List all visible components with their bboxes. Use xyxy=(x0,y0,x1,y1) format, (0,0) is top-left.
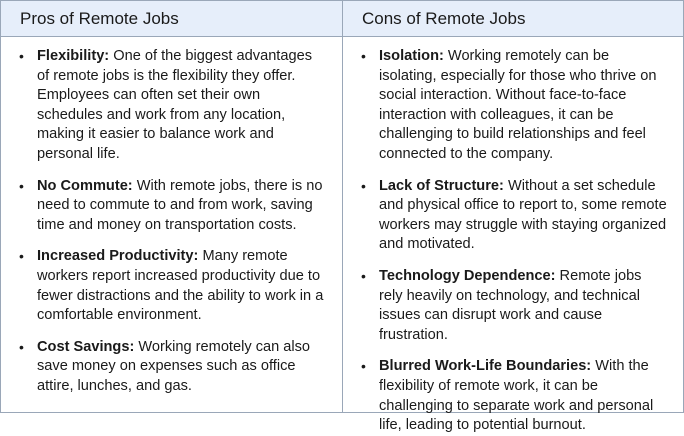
item-term: Blurred Work-Life Boundaries: xyxy=(379,358,592,375)
item-text: Remote jobs rely heavily on technology, and technical issues can disrupt work and cause frustration. xyxy=(379,267,642,343)
item-term: No Commute: xyxy=(37,177,133,194)
item-text: With remote jobs, there is no need to commute to and from work, saving time and money on transportation costs. xyxy=(37,177,323,233)
item-term: Isolation: xyxy=(379,48,444,64)
pros-title: Pros of Remote Jobs xyxy=(20,8,179,28)
cons-list xyxy=(361,47,669,436)
list-item xyxy=(19,47,328,165)
list-item xyxy=(19,247,328,325)
bullet: • xyxy=(19,48,24,64)
bullet: • xyxy=(361,48,366,64)
bullet: • xyxy=(361,358,366,375)
item-term: Lack of Structure: xyxy=(379,177,504,194)
list-item xyxy=(361,357,669,435)
list-item xyxy=(361,267,669,345)
bullet: • xyxy=(361,177,366,194)
cons-header xyxy=(342,1,683,37)
list-item xyxy=(361,177,669,255)
cons-title: Cons of Remote Jobs xyxy=(362,8,526,28)
bullet: • xyxy=(19,248,24,265)
item-term: Cost Savings: xyxy=(37,338,135,355)
bullet: • xyxy=(19,177,24,194)
pros-list xyxy=(19,47,328,397)
pros-header xyxy=(1,1,342,37)
cons-column xyxy=(342,37,683,434)
item-text: Without a set schedule and physical office to report to, some remote workers may struggle with staying organized and motivated. xyxy=(379,177,667,253)
item-term: Increased Productivity: xyxy=(37,248,199,265)
item-term: Flexibility: xyxy=(37,48,110,64)
bullet: • xyxy=(19,338,24,355)
item-text: With the flexibility of remote work, it can be challenging to separate work and personal life, leading to potential burnout. xyxy=(379,358,654,434)
item-text: Many remote workers report increased productivity due to fewer distractions and the ability to work in a comfortable environment. xyxy=(37,248,324,324)
list-item xyxy=(19,177,328,236)
pros-column xyxy=(1,37,342,412)
item-text: Working remotely can also save money on expenses such as office attire, lunches, and gas. xyxy=(37,338,311,394)
bullet: • xyxy=(361,267,366,284)
item-term: Technology Dependence: xyxy=(379,267,556,284)
item-text: One of the biggest advantages of remote jobs is the flexibility they offer. Employees can often set their own schedules and work from any location, making it easier to balance work and personal life. xyxy=(37,48,313,162)
list-item xyxy=(361,47,669,165)
list-item xyxy=(19,338,328,397)
item-text: Working remotely can be isolating, especially for those who thrive on social interaction. Without face-to-face interaction with colleagues, it can be challenging to build relationships and feel connected to the company. xyxy=(379,48,657,162)
